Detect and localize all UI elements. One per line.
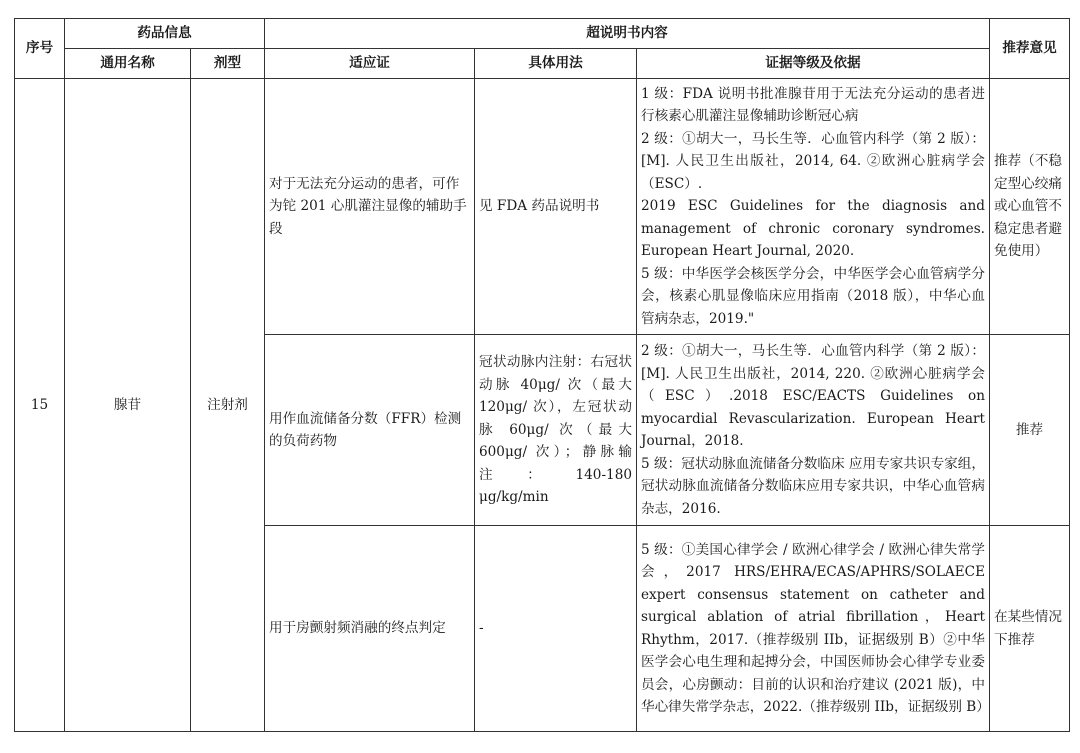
cell-generic-name: 腺苷: [65, 79, 191, 732]
cell-evidence: [637, 335, 990, 526]
cell-indication: 对于无法充分运动的患者，可作为铊 201 心肌灌注显像的辅助手段: [265, 79, 475, 335]
cell-recommendation: 推荐（不稳定型心绞痛或心血管不稳定患者避免使用）: [990, 79, 1070, 335]
off-label-drug-table: [14, 18, 1070, 732]
header-dosage-form: 剂型: [191, 49, 265, 79]
table-row: [15, 79, 1070, 335]
evidence-line: 5 级：①美国心律学会 / 欧洲心律学会 / 欧洲心律失常学会，2017 HRS/EHRA/ECAS/APHRS/SOLAECE expert consensus statement on catheter and surgical ablation of atrial fibrillation，Heart Rhythm，2017.（推荐级别 IIb，证据级别 B）②中华医学会心电生理和起搏分会，中国医师协会心律学专业委员会，心房颤动：目前的认识和治疗建议 (2021 版)，中华心律失常学杂志，2022.（推荐级别 IIb，证据级别 B）: [641, 541, 990, 715]
evidence-line: 2 级：①胡大一，马长生等．心血管内科学（第 2 版）：[M]. 人民卫生出版社，2014, 220. ②欧洲心脏病学会（ESC）.2018 ESC/EACTS Guidelines on myocardial Revascularization. European Heart Journal，2018.: [641, 343, 985, 449]
cell-dosage-form: 注射剂: [191, 79, 265, 732]
cell-seq: 15: [15, 79, 65, 732]
evidence-line: 2 级：①胡大一，马长生等．心血管内科学（第 2 版）：[M]. 人民卫生出版社，2014, 64. ②欧洲心脏病学会（ESC）.: [641, 130, 985, 192]
evidence-line: 1 级：FDA 说明书批准腺苷用于无法充分运动的患者进行核素心肌灌注显像辅助诊断冠心病: [641, 85, 985, 125]
cell-indication: 用于房颤射频消融的终点判定: [265, 526, 475, 732]
evidence-line: 2019 ESC Guidelines for the diagnosis and management of chronic coronary syndromes. European Heart Journal, 2020.: [641, 198, 985, 260]
cell-usage: 见 FDA 药品说明书: [475, 79, 637, 335]
header-usage: 具体用法: [475, 49, 637, 79]
evidence-line: 5 级：中华医学会核医学分会，中华医学会心血管病学分会，核素心肌显像临床应用指南（2018 版），中华心血管病杂志，2019.": [641, 265, 985, 327]
header-generic-name: 通用名称: [65, 49, 191, 79]
header-evidence: 证据等级及依据: [637, 49, 990, 79]
header-drug-info: 药品信息: [65, 19, 265, 49]
header-seq: 序号: [15, 19, 65, 79]
cell-recommendation: 推荐: [990, 335, 1070, 526]
header-recommendation: 推荐意见: [990, 19, 1070, 79]
cell-evidence: [637, 526, 990, 732]
cell-usage: -: [475, 526, 637, 732]
cell-recommendation: 在某些情况下推荐: [990, 526, 1070, 732]
header-off-label-content: 超说明书内容: [265, 19, 990, 49]
header-indication: 适应证: [265, 49, 475, 79]
cell-evidence: [637, 79, 990, 335]
cell-indication: 用作血流储备分数（FFR）检测的负荷药物: [265, 335, 475, 526]
evidence-line: 5 级：冠状动脉血流储备分数临床 应用专家共识专家组，冠状动脉血流储备分数临床应用专家共识，中华心血管病杂志，2016.: [641, 455, 985, 517]
cell-usage: 冠状动脉内注射：右冠状动脉 40μg/ 次（最大 120μg/ 次），左冠状动脉 60μg/ 次（最大 600μg/ 次）；静脉输注：140-180 μg/kg/min: [475, 335, 637, 526]
